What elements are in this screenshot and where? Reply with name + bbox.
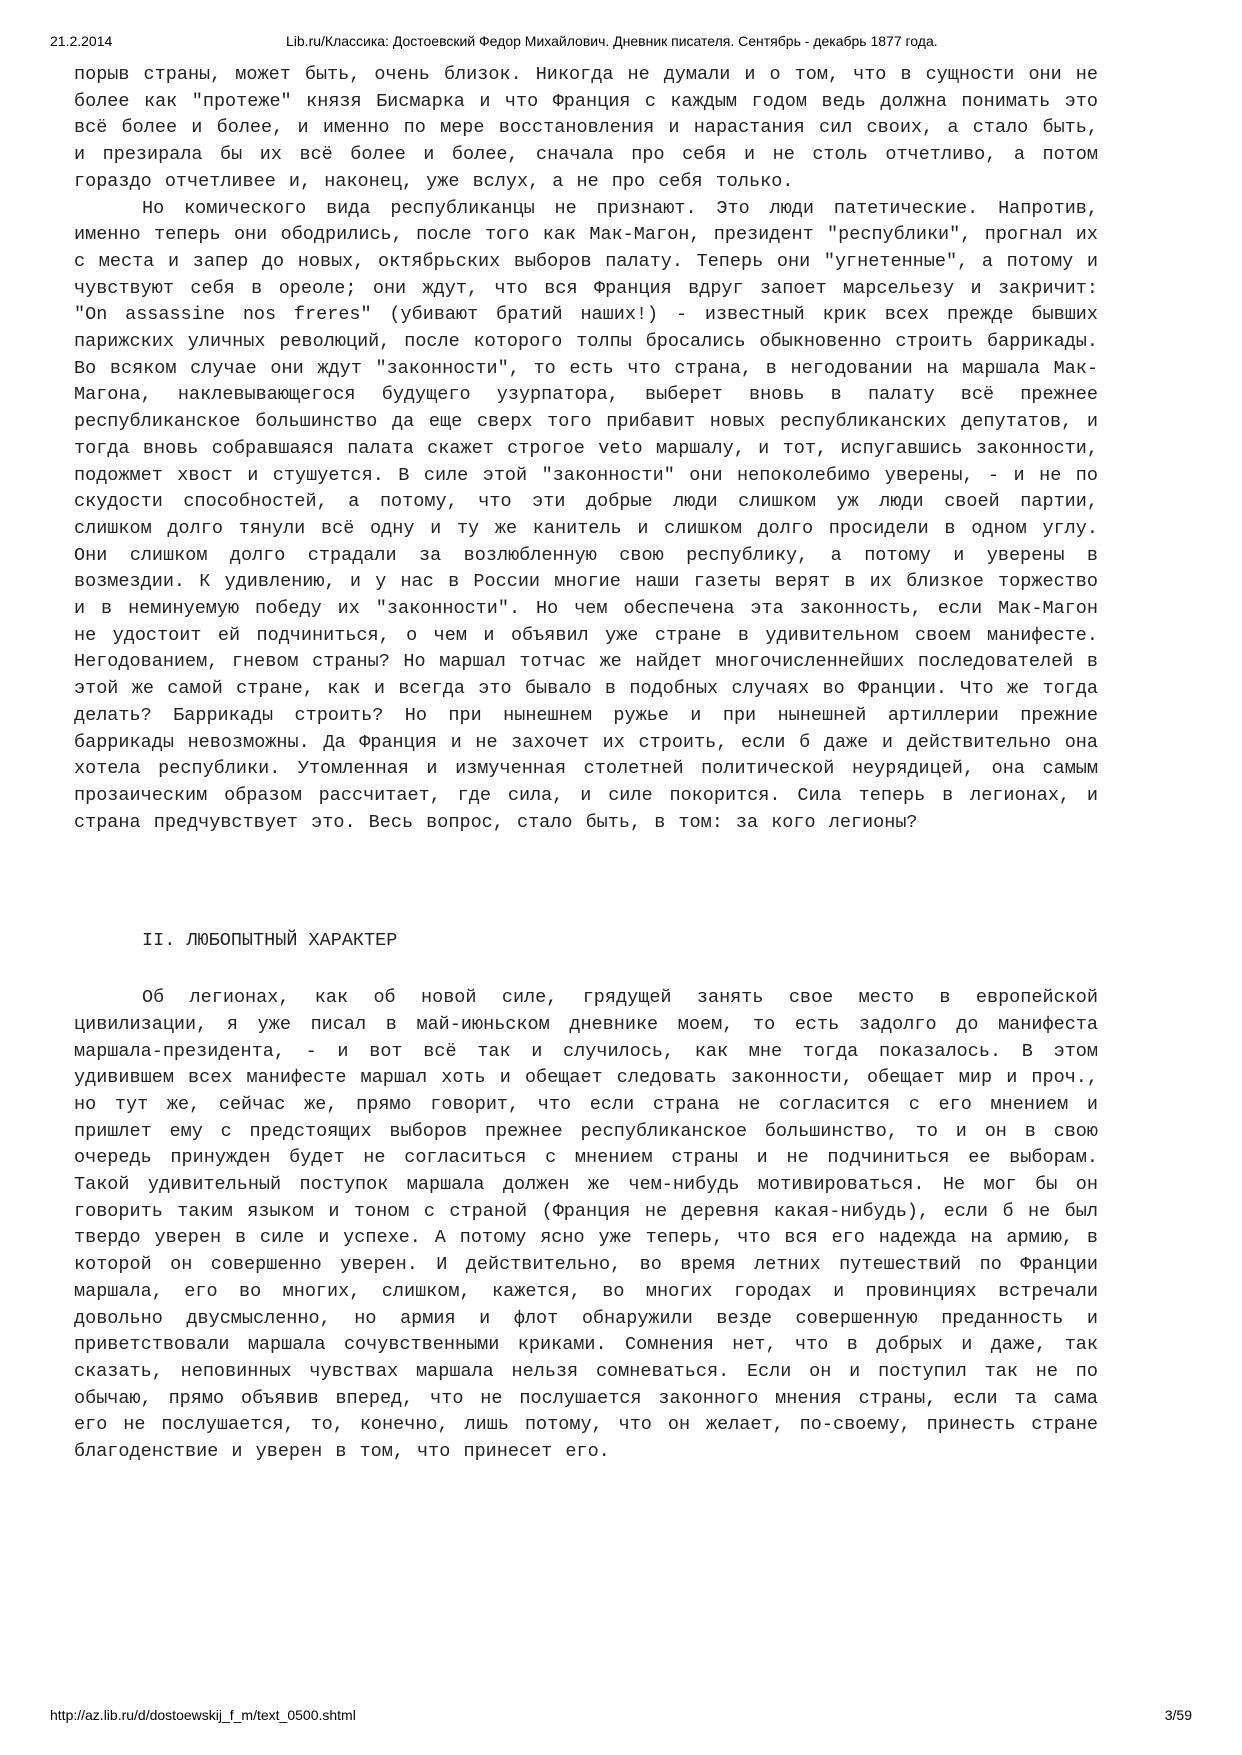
page-title: Lib.ru/Классика: Достоевский Федор Михайлович. Дневник писателя. Сентябрь - декабрь 1877 года. bbox=[286, 33, 938, 49]
document-body bbox=[74, 62, 1098, 1466]
paragraph-3: Об легионах, как об новой силе, грядущей занять свое место в европейской цивилизации, я уже писал в май-июньском дневнике моем, то есть задолго до манифеста маршала-президента, - и вот всё так и случилось, как мне тогда показалось. В этом удивившем всех манифесте маршал хоть и обещает следовать законности, обещает мир и проч., но тут же, сейчас же, прямо говорит, что если страна не согласится с его мнением и пришлет ему с предстоящих выборов прежнее республиканское большинство, то и он в свою очередь принужден будет не согласиться с мнением страны и не подчиниться ее выборам. Такой удивительный поступок маршала должен же чем-нибудь мотивироваться. Не мог бы он говорить таким языком и тоном с страной (Франция не деревня какая-нибудь), если б не был твердо уверен в силе и успехе. А потому ясно уже теперь, что вся его надежда на армию, в которой он совершенно уверен. И действительно, во время летних путешествий по Франции маршала, его во многих, слишком, кажется, во многих городах и провинциях встречали довольно двусмысленно, но армия и флот обнаружили везде совершенную преданность и приветствовали маршала сочувственными криками. Сомнения нет, что в добрых и даже, так сказать, неповинных чувствах маршала нельзя сомневаться. Если он и поступил так не по обычаю, прямо объявив вперед, что не послушается законного мнения страны, если та сама его не послушается, то, конечно, лишь потому, что он желает, по-своему, принесть стране благоденствие и уверен в том, что принесет его. bbox=[74, 987, 1098, 1463]
paragraph-2: Но комического вида республиканцы не признают. Это люди патетические. Напротив, именно теперь они ободрились, после того как Мак-Магон, президент "республики", прогнал их с места и запер до новых, октябрьских выборов палату. Теперь они "угнетенные", а потому и чувствуют себя в ореоле; они ждут, что вся Франция вдруг запоет марсельезу и закричит: "On assassine nos freres" (убивают братий наших!) - известный крик всех прежде бывших парижских уличных революций, после которого толпы бросались обыкновенно строить баррикады. Во всяком случае они ждут "законности", то есть что страна, в негодовании на маршала Мак-Магона, наклевывающегося будущего узурпатора, выберет вновь в палату всё прежнее республиканское большинство да еще сверх того прибавит новых республиканских депутатов, и тогда вновь собравшаяся палата скажет строгое veto маршалу, и тот, испугавшись законности, подожмет хвост и стушуется. В силе этой "законности" они непоколебимо уверены, - и не по скудости способностей, а потому, что эти добрые люди слишком уж люди своей партии, слишком долго тянули всё одну и ту же канитель и слишком долго просидели в одном углу. Они слишком долго страдали за возлюбленную свою республику, а потому и уверены в возмездии. К удивлению, и у нас в России многие наши газеты верят в их близкое торжество и в неминуемую победу их "законности". Но чем обеспечена эта законность, если Мак-Магон не удостоит ей подчиниться, о чем и объявил уже стране в удивительном своем манифесте. Негодованием, гневом страны? Но маршал тотчас же найдет многочисленнейших последователей в этой же самой стране, как и всегда это бывало в подобных случаях во Франции. Что же тогда делать? Баррикады строить? Но при нынешнем ружье и при нынешней артиллерии прежние баррикады невозможны. Да Франция и не захочет их строить, если б даже и действительно она хотела республики. Утомленная и измученная столетней политической неурядицей, она самым прозаическим образом рассчитает, где сила, и силе покорится. Сила теперь в легионах, и страна предчувствует это. Весь вопрос, стало быть, в том: за кого легионы? bbox=[74, 197, 1098, 833]
source-url: http://az.lib.ru/d/dostoewskij_f_m/text_0500.shtml bbox=[50, 1707, 356, 1723]
section-heading: II. ЛЮБОПЫТНЫЙ ХАРАКТЕР bbox=[142, 930, 398, 952]
print-date: 21.2.2014 bbox=[50, 33, 113, 49]
paragraph-1: порыв страны, может быть, очень близок. Никогда не думали и о том, что в сущности они не более как "протеже" князя Бисмарка и что Франция с каждым годом ведь должна понимать это всё более и более, и именно по мере восстановления и нарастания сил своих, а стало быть, и презирала бы их всё более и более, сначала про себя и не столь отчетливо, а потом гораздо отчетливее и, наконец, уже вслух, а не про себя только. bbox=[74, 64, 1098, 192]
page-number: 3/59 bbox=[1164, 1707, 1192, 1723]
